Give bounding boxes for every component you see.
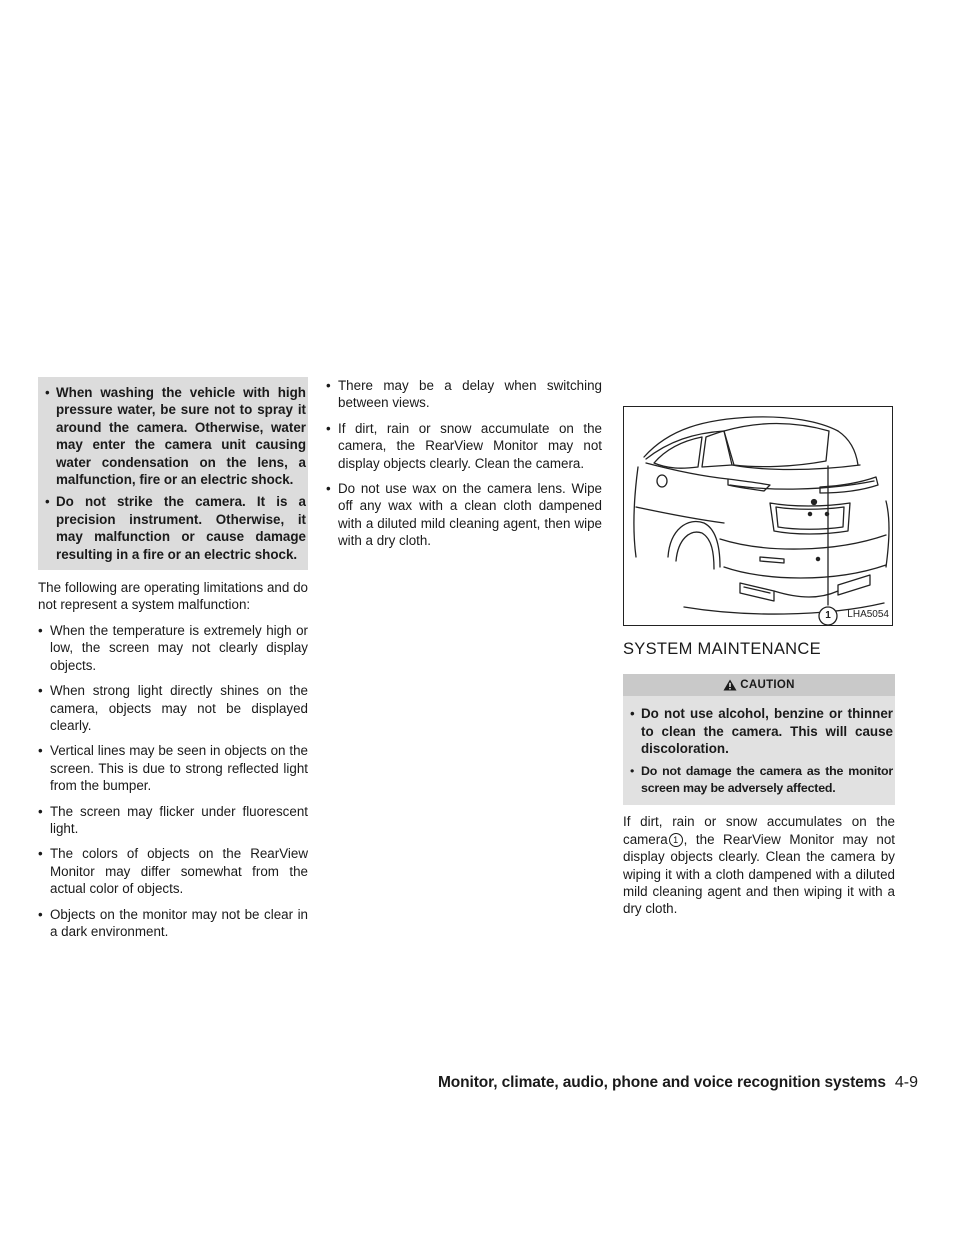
column-left bbox=[38, 377, 308, 948]
figure-code: LHA5054 bbox=[847, 608, 889, 620]
list-item: • There may be a delay when switching between views. bbox=[326, 378, 602, 411]
page-footer bbox=[438, 1074, 918, 1092]
warning-box bbox=[38, 377, 308, 570]
caution-item: • Do not damage the camera as the monitor screen may be adversely affected. bbox=[630, 763, 893, 796]
maintenance-paragraph: If dirt, rain or snow accumulates on the camera 1 , the RearView Monitor may not display objects clearly. Clean the camera by wiping it with a cloth dampened with a diluted mild cleaning agent and then wiping it with a dry cloth. bbox=[623, 814, 895, 917]
list-item: • If dirt, rain or snow accumulate on the camera, the RearView Monitor may not display objects clearly. Clean the camera. bbox=[326, 420, 602, 471]
list-item: • The colors of objects on the RearView Monitor may differ somewhat from the actual color of objects. bbox=[38, 846, 308, 897]
column-middle bbox=[326, 377, 602, 558]
section-title: SYSTEM MAINTENANCE bbox=[623, 640, 821, 658]
list-item: • When strong light directly shines on the camera, objects may not be displayed clearly. bbox=[38, 683, 308, 733]
list-item: • Do not use wax on the camera lens. Wipe off any wax with a clean cloth dampened with a diluted mild cleaning agent, then wipe with a dry cloth. bbox=[326, 481, 602, 549]
column-right bbox=[623, 406, 895, 926]
warning-item: • Do not strike the camera. It is a precision instrument. Otherwise, it may malfunction or cause damage resulting in a fire or an electric shock. bbox=[45, 494, 306, 562]
limitations-intro: The following are operating limitations and do not represent a system malfunction: bbox=[38, 580, 308, 613]
caution-header bbox=[623, 674, 895, 696]
vehicle-rear-illustration bbox=[624, 407, 893, 626]
caution-box bbox=[623, 696, 895, 805]
limitations-list-continued bbox=[326, 377, 602, 550]
list-item: • Vertical lines may be seen in objects on the screen. This is due to strong reflected light from the bumper. bbox=[38, 743, 308, 794]
warning-item: • When washing the vehicle with high pressure water, be sure not to spray it around the camera. Otherwise, water may enter the camera unit causing water condensation on the lens, a malfunction, fire or an electric shock. bbox=[45, 385, 306, 488]
page-number: 4-9 bbox=[894, 1074, 918, 1091]
figure-callout-number: 1 bbox=[825, 610, 831, 621]
limitations-list bbox=[38, 622, 308, 941]
rear-camera-figure bbox=[623, 406, 893, 626]
list-item: • The screen may flicker under fluorescent light. bbox=[38, 803, 308, 836]
list-item: • Objects on the monitor may not be clear in a dark environment. bbox=[38, 906, 308, 939]
caution-item: • Do not use alcohol, benzine or thinner to clean the camera. This will cause discoloration. bbox=[630, 706, 893, 757]
chapter-title: Monitor, climate, audio, phone and voice recognition systems bbox=[437, 1074, 886, 1091]
callout-number-badge: 1 bbox=[669, 833, 683, 847]
caution-label: CAUTION bbox=[740, 678, 795, 691]
list-item: • When the temperature is extremely high or low, the screen may not clearly display objects. bbox=[38, 622, 308, 673]
warning-triangle-icon bbox=[723, 679, 737, 691]
